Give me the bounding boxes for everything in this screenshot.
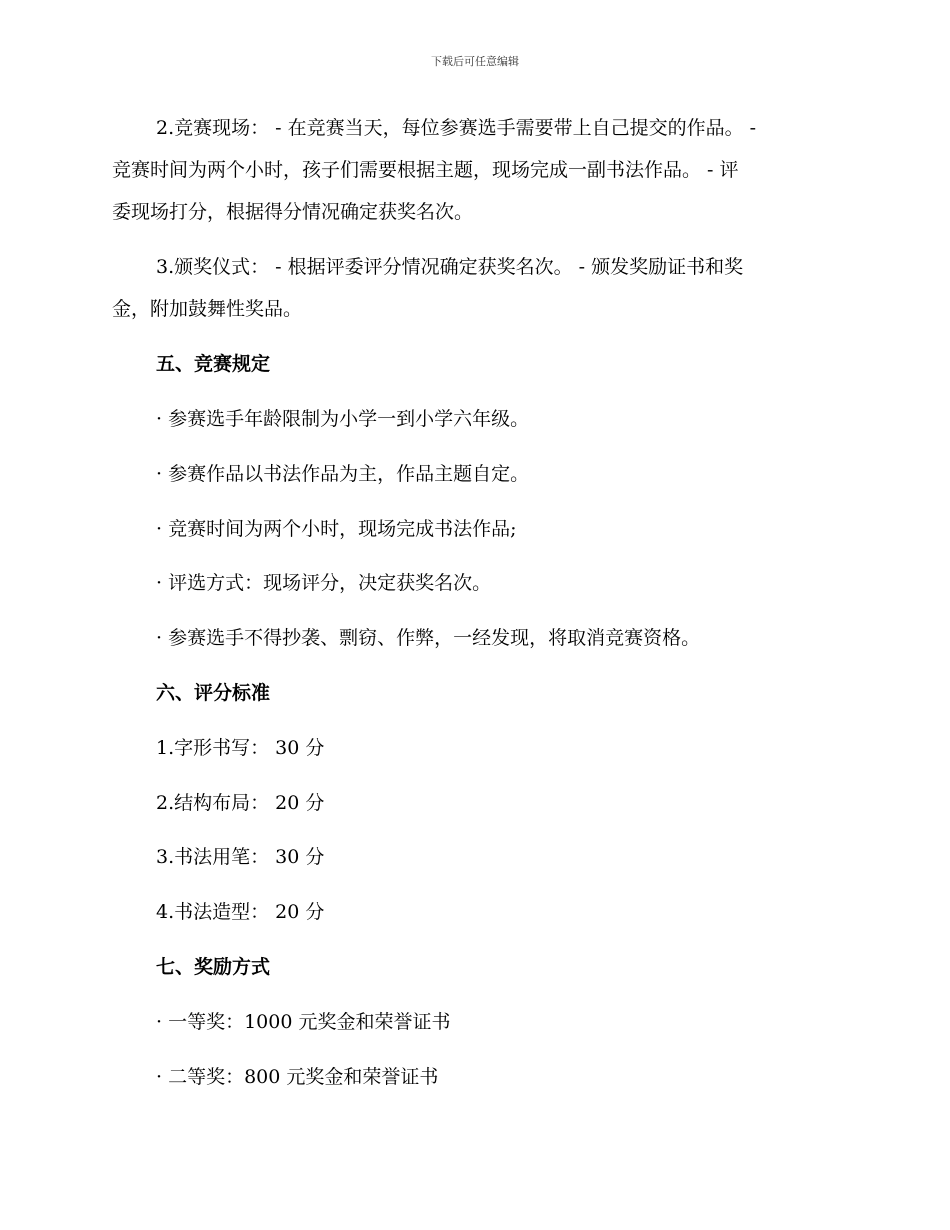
list-item: 1.字形书写： 30 分	[156, 737, 325, 759]
paragraph-line: 委现场打分，根据得分情况确定获奖名次。	[112, 201, 474, 223]
paragraph-line: 竞赛时间为两个小时，孩子们需要根据主题，现场完成一副书法作品。 - 评	[112, 159, 739, 181]
list-item: · 参赛作品以书法作品为主，作品主题自定。	[156, 463, 530, 485]
paragraph-line: 2.竞赛现场： - 在竞赛当天，每位参赛选手需要带上自己提交的作品。 -	[156, 117, 757, 139]
section-heading: 五、竞赛规定	[156, 353, 271, 375]
section-heading: 七、奖励方式	[156, 956, 271, 978]
list-item: · 竞赛时间为两个小时，现场完成书法作品;	[156, 518, 517, 540]
list-item: · 评选方式：现场评分，决定获奖名次。	[156, 572, 492, 594]
paragraph-line: 3.颁奖仪式： - 根据评委评分情况确定获奖名次。 - 颁发奖励证书和奖	[156, 256, 744, 278]
paragraph-line: 金，附加鼓舞性奖品。	[112, 298, 303, 320]
list-item: 4.书法造型： 20 分	[156, 901, 325, 923]
list-item: · 参赛选手年龄限制为小学一到小学六年级。	[156, 408, 530, 430]
page-header: 下载后可任意编辑	[431, 55, 519, 68]
section-heading: 六、评分标准	[156, 682, 271, 704]
list-item: · 参赛选手不得抄袭、剽窃、作弊，一经发现，将取消竞赛资格。	[156, 627, 701, 649]
list-item: 2.结构布局： 20 分	[156, 792, 325, 814]
list-item: · 二等奖：800 元奖金和荣誉证书	[156, 1066, 439, 1088]
list-item: 3.书法用笔： 30 分	[156, 846, 325, 868]
list-item: · 一等奖：1000 元奖金和荣誉证书	[156, 1011, 451, 1033]
